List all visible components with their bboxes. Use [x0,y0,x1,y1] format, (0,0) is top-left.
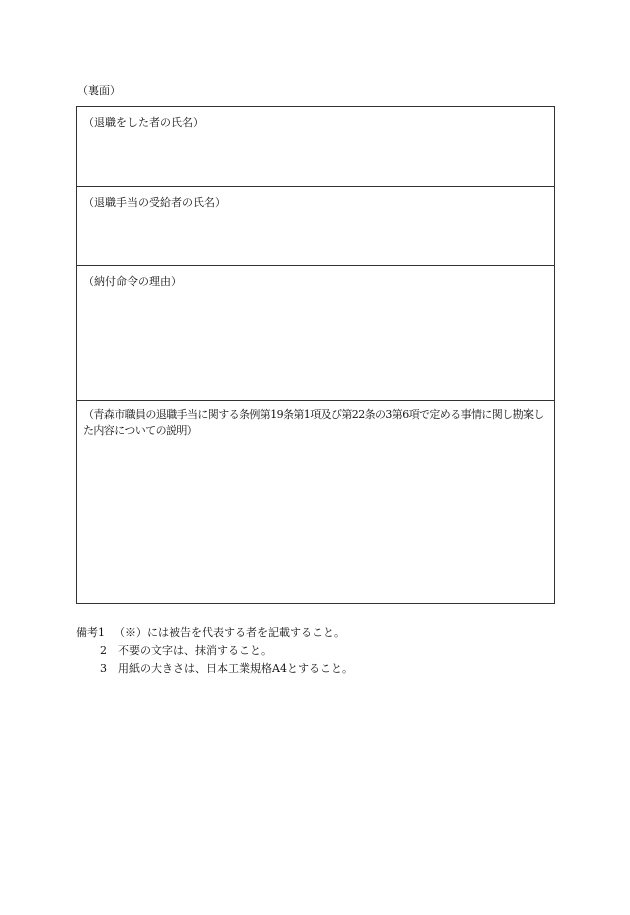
note-item [76,624,556,642]
note-item [76,642,556,660]
notes [76,624,556,678]
page-heading: （裏面） [77,84,121,97]
note-indent [76,660,100,678]
section-retiree-name [77,107,554,187]
note-indent [76,642,100,660]
section-label: （退職をした者の氏名） [83,116,204,129]
section-label: （青森市職員の退職手当に関する条例第19条第1項及び第22条の3第6項で定める事情に関し勘案した内容についての説明） [83,408,544,437]
note-number: 2 [100,644,107,657]
form-table [76,106,555,604]
note-item [76,660,556,678]
note-text: 不要の文字は、抹消すること。 [118,644,272,657]
section-label: （退職手当の受給者の氏名） [83,196,226,209]
section-payment-order-reason [77,266,554,401]
section-recipient-name [77,187,554,266]
section-circumstances-explanation [77,401,554,603]
section-label: （納付命令の理由） [83,275,182,288]
note-text: （※）には被告を代表する者を記載すること。 [114,626,345,639]
note-text: 用紙の大きさは、日本工業規格A4とすること。 [118,662,353,675]
note-number: 3 [100,662,107,675]
notes-heading: 備考1 [76,626,105,639]
